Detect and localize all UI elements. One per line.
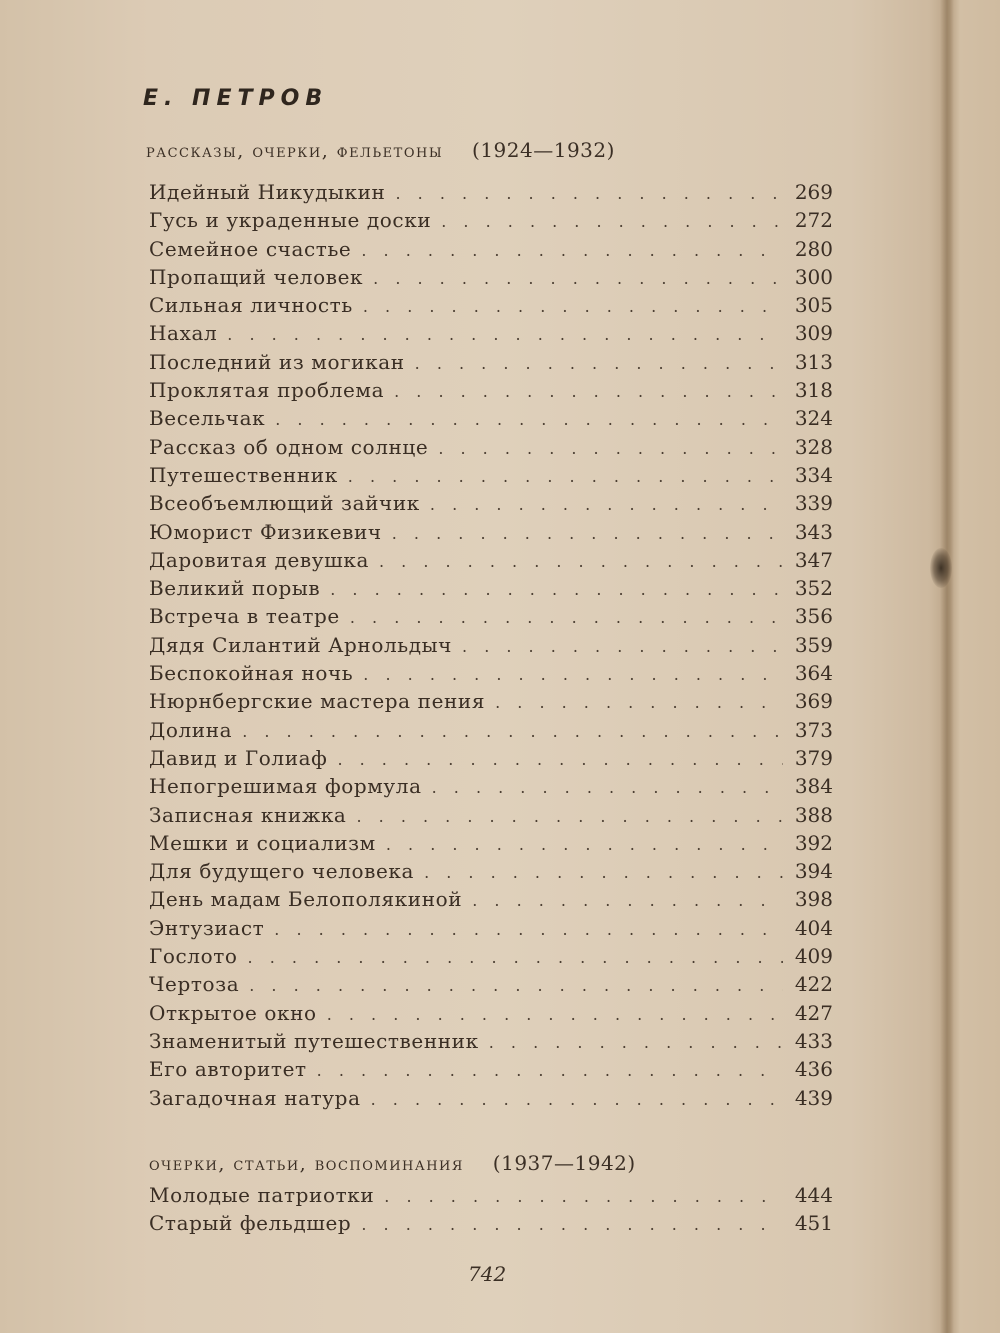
toc-entry-page: 364 bbox=[794, 661, 833, 686]
dot-leader bbox=[330, 580, 783, 599]
toc-entry-title: Идейный Никудыкин bbox=[149, 180, 386, 204]
toc-entry-title: Его авторитет bbox=[149, 1057, 307, 1082]
toc-entry-title: Пропащий человек bbox=[149, 264, 364, 289]
toc-entry-page: 272 bbox=[794, 208, 833, 233]
toc-entry-page: 334 bbox=[794, 462, 833, 487]
page-number: 742 bbox=[468, 1262, 507, 1286]
toc-entry bbox=[149, 661, 833, 689]
toc-entry bbox=[149, 406, 833, 434]
dot-leader bbox=[396, 184, 784, 203]
dot-leader bbox=[327, 1005, 783, 1024]
toc-entry-title: Проклятая проблема bbox=[149, 378, 385, 403]
toc-entry-title: Великий порыв bbox=[149, 576, 321, 601]
toc-entry-page: 451 bbox=[794, 1211, 833, 1236]
dot-leader bbox=[373, 269, 783, 288]
dot-leader bbox=[462, 637, 783, 656]
toc-entry bbox=[149, 689, 833, 717]
dot-leader bbox=[350, 608, 783, 627]
toc-entry-page: 369 bbox=[794, 689, 833, 714]
section-title: очерки, статьи, воспоминания bbox=[149, 1153, 464, 1175]
toc-entry-title: Последний из могикан bbox=[149, 349, 405, 374]
dot-leader bbox=[248, 948, 783, 967]
toc-entry bbox=[149, 916, 833, 944]
toc-entry-page: 436 bbox=[794, 1057, 833, 1082]
toc-entry bbox=[149, 576, 833, 604]
toc-entry bbox=[149, 1183, 833, 1211]
toc-entry-page: 392 bbox=[794, 830, 833, 855]
toc-entry bbox=[149, 1029, 833, 1057]
toc-entry-page: 433 bbox=[794, 1028, 833, 1053]
toc-entry-title: Знаменитый путешественник bbox=[149, 1028, 479, 1053]
toc-entry-page: 318 bbox=[794, 378, 833, 403]
toc-entry-title: Рассказ об одном солнце bbox=[149, 434, 429, 459]
toc-entry bbox=[149, 944, 833, 972]
toc-entry-title: Для будущего человека bbox=[149, 859, 415, 884]
toc-entry-page: 300 bbox=[794, 264, 833, 289]
toc-entry bbox=[149, 774, 833, 802]
toc-entry-title: Старый фельдшер bbox=[149, 1211, 352, 1236]
dot-leader bbox=[438, 439, 783, 458]
toc-entry-title: Нюрнбергские мастера пения bbox=[149, 689, 486, 714]
toc-entry bbox=[149, 180, 833, 208]
dot-leader bbox=[386, 835, 783, 854]
toc-entry-title: Записная книжка bbox=[149, 802, 347, 827]
dot-leader bbox=[227, 325, 783, 344]
toc-entry-page: 347 bbox=[794, 547, 833, 572]
toc-entry-page: 269 bbox=[794, 180, 833, 204]
toc-entry-page: 280 bbox=[794, 236, 833, 261]
page-stain bbox=[930, 548, 952, 588]
dot-leader bbox=[361, 1215, 783, 1234]
toc-entry-title: Долина bbox=[149, 717, 233, 742]
dot-leader bbox=[348, 467, 783, 486]
toc-entry bbox=[149, 633, 833, 661]
toc-entry bbox=[149, 520, 833, 548]
toc-entry bbox=[149, 435, 833, 463]
dot-leader bbox=[472, 891, 783, 910]
toc-entry bbox=[149, 208, 833, 236]
dot-leader bbox=[489, 1033, 783, 1052]
toc-entry-page: 352 bbox=[794, 576, 833, 601]
toc-entry-title: Нахал bbox=[149, 321, 218, 346]
dot-leader bbox=[415, 354, 783, 373]
section-years: (1937—1942) bbox=[492, 1151, 636, 1175]
toc-entry-title: Гусь и украденные доски bbox=[149, 208, 432, 233]
toc-entry bbox=[149, 293, 833, 321]
toc-entry bbox=[149, 1086, 833, 1114]
toc-entry bbox=[149, 604, 833, 632]
toc-entry-title: Сильная личность bbox=[149, 293, 353, 318]
toc-entry-page: 356 bbox=[794, 604, 833, 629]
toc-entry-page: 394 bbox=[794, 859, 833, 884]
toc-entry bbox=[149, 803, 833, 831]
dot-leader bbox=[430, 495, 783, 514]
section-title: рассказы, очерки, фельетоны bbox=[146, 140, 444, 162]
toc-entry-page: 373 bbox=[794, 717, 833, 742]
toc-entry-title: Молодые патриотки bbox=[149, 1183, 375, 1207]
toc-entry bbox=[149, 746, 833, 774]
toc-entry bbox=[149, 491, 833, 519]
toc-entry-title: Даровитая девушка bbox=[149, 547, 369, 572]
toc-entry-title: Чертоза bbox=[149, 972, 240, 997]
dot-leader bbox=[432, 778, 783, 797]
toc-entry bbox=[149, 237, 833, 265]
toc-entry bbox=[149, 887, 833, 915]
dot-leader bbox=[337, 750, 783, 769]
toc-entry-title: Открытое окно bbox=[149, 1000, 317, 1025]
section-header bbox=[146, 138, 615, 162]
toc-entry-page: 305 bbox=[794, 293, 833, 318]
toc-entry bbox=[149, 548, 833, 576]
toc-entry bbox=[149, 859, 833, 887]
toc-entry-page: 343 bbox=[794, 519, 833, 544]
dot-leader bbox=[371, 1090, 783, 1109]
toc-list bbox=[149, 180, 833, 1114]
dot-leader bbox=[495, 693, 783, 712]
toc-entry bbox=[149, 378, 833, 406]
dot-leader bbox=[424, 863, 783, 882]
toc-entry-title: Дядя Силантий Арнольдыч bbox=[149, 632, 453, 657]
toc-entry-page: 422 bbox=[794, 972, 833, 997]
toc-entry-title: Мешки и социализм bbox=[149, 830, 376, 855]
toc-entry-page: 384 bbox=[794, 774, 833, 799]
toc-entry-title: Загадочная натура bbox=[149, 1085, 361, 1110]
author-name: Е. ПЕТРОВ bbox=[143, 86, 329, 111]
toc-entry-title: Гослото bbox=[149, 944, 238, 969]
toc-entry bbox=[149, 463, 833, 491]
section-header bbox=[149, 1151, 636, 1175]
toc-entry-page: 313 bbox=[794, 349, 833, 374]
toc-entry-page: 439 bbox=[794, 1085, 833, 1110]
toc-entry bbox=[149, 265, 833, 293]
dot-leader bbox=[384, 1187, 783, 1206]
dot-leader bbox=[317, 1061, 783, 1080]
dot-leader bbox=[363, 665, 783, 684]
dot-leader bbox=[242, 722, 783, 741]
toc-entry-title: День мадам Белополякиной bbox=[149, 887, 463, 912]
dot-leader bbox=[379, 552, 783, 571]
toc-entry-page: 444 bbox=[794, 1183, 833, 1207]
dot-leader bbox=[274, 920, 783, 939]
toc-entry-title: Всеобъемлющий зайчик bbox=[149, 491, 420, 516]
toc-entry-title: Беспокойная ночь bbox=[149, 661, 354, 686]
toc-entry-page: 309 bbox=[794, 321, 833, 346]
toc-entry-page: 328 bbox=[794, 434, 833, 459]
toc-entry bbox=[149, 831, 833, 859]
toc-entry-title: Весельчак bbox=[149, 406, 266, 431]
toc-entry bbox=[149, 1211, 833, 1239]
toc-entry-title: Семейное счастье bbox=[149, 236, 352, 261]
toc-entry bbox=[149, 1001, 833, 1029]
dot-leader bbox=[356, 807, 783, 826]
toc-entry-title: Давид и Голиаф bbox=[149, 745, 328, 770]
dot-leader bbox=[275, 410, 783, 429]
toc-entry-page: 379 bbox=[794, 745, 833, 770]
toc-entry-title: Юморист Физикевич bbox=[149, 519, 382, 544]
section-years: (1924—1932) bbox=[472, 138, 615, 162]
toc-entry bbox=[149, 321, 833, 349]
dot-leader bbox=[392, 524, 783, 543]
dot-leader bbox=[361, 241, 783, 260]
toc-entry-title: Путешественник bbox=[149, 462, 338, 487]
dot-leader bbox=[441, 212, 783, 231]
toc-entry bbox=[149, 718, 833, 746]
toc-entry-title: Энтузиаст bbox=[149, 915, 265, 940]
dot-leader bbox=[249, 976, 783, 995]
toc-entry-title: Встреча в театре bbox=[149, 604, 340, 629]
toc-entry bbox=[149, 1057, 833, 1085]
toc-entry-page: 404 bbox=[794, 915, 833, 940]
toc-entry bbox=[149, 972, 833, 1000]
toc-entry-page: 398 bbox=[794, 887, 833, 912]
toc-entry-page: 409 bbox=[794, 944, 833, 969]
page-fold-shadow bbox=[940, 0, 954, 1333]
toc-entry-page: 324 bbox=[794, 406, 833, 431]
toc-list bbox=[149, 1183, 833, 1240]
toc-entry-page: 359 bbox=[794, 632, 833, 657]
toc-entry-title: Непогрешимая формула bbox=[149, 774, 422, 799]
toc-entry-page: 427 bbox=[794, 1000, 833, 1025]
dot-leader bbox=[363, 297, 783, 316]
toc-entry-page: 388 bbox=[794, 802, 833, 827]
toc-entry bbox=[149, 350, 833, 378]
dot-leader bbox=[394, 382, 783, 401]
toc-entry-page: 339 bbox=[794, 491, 833, 516]
